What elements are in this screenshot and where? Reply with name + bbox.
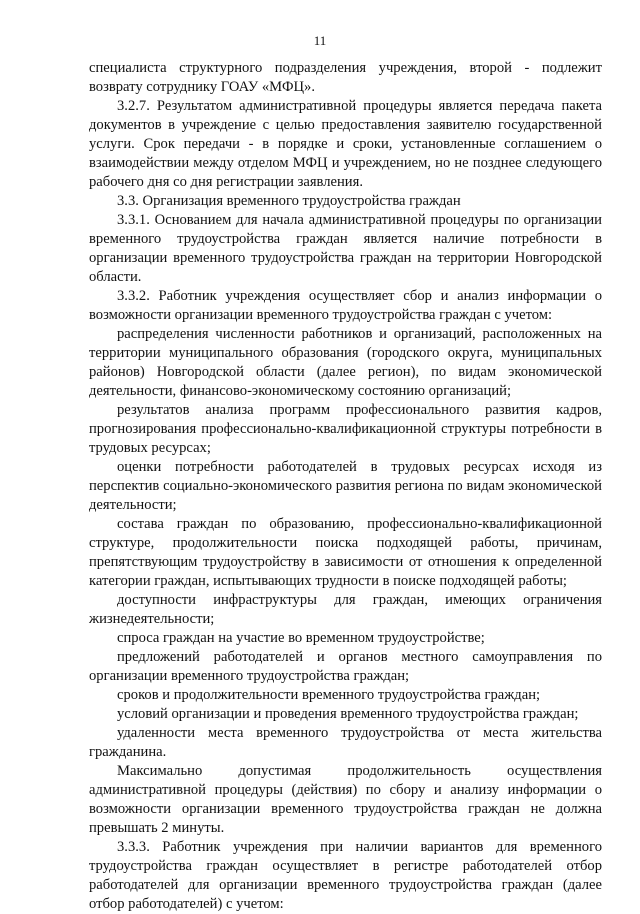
- list-item: предложений работодателей и органов местного самоуправления по организации временного трудоустройства граждан;: [89, 649, 602, 684]
- paragraph: специалиста структурного подразделения учреждения, второй - подлежит возврату сотруднику ГОАУ «МФЦ».: [89, 60, 602, 95]
- list-item: условий организации и проведения временного трудоустройства граждан;: [117, 706, 579, 722]
- list-item: спроса граждан на участие во временном трудоустройстве;: [117, 630, 485, 646]
- paragraph: Максимально допустимая продолжительность осуществления административной процедуры (действия) по сбору и анализу информации о возможности организации временного трудоустройства граждан не должна превышать 2 минуты.: [89, 763, 602, 836]
- page-number: 11: [313, 33, 327, 48]
- paragraph: 3.3.1. Основанием для начала административной процедуры по организации временного трудоустройства граждан является наличие потребности в организации временного трудоустройства граждан на территории Новгородской области.: [89, 212, 602, 285]
- paragraph: 3.2.7. Результатом административной процедуры является передача пакета документов в учреждение с целью предоставления заявителю государственной услуги. Срок передачи - в порядке и сроки, установленные соглашением о взаимодействии между отделом МФЦ и учреждением, но не позднее следующего рабочего дня со дня регистрации заявления.: [89, 98, 602, 190]
- list-item: сроков и продолжительности временного трудоустройства граждан;: [117, 687, 541, 703]
- section-heading: 3.3. Организация временного трудоустройства граждан: [117, 193, 461, 209]
- list-item: оценки потребности работодателей в трудовых ресурсах исходя из перспектив социально-экономического развития региона по видам экономической деятельности;: [89, 459, 602, 513]
- document-body: [89, 59, 602, 914]
- list-item: состава граждан по образованию, профессионально-квалификационной структуре, продолжительности поиска подходящей работы, причинам, препятствующим трудоустройству в зависимости от отношения к определенной категории граждан, испытывающих трудности в поиске подходящей работы;: [89, 516, 602, 589]
- list-item: результатов анализа программ профессионального развития кадров, прогнозирования профессионально-квалификационной структуры потребности в трудовых ресурсах;: [89, 402, 602, 456]
- paragraph: 3.3.2. Работник учреждения осуществляет сбор и анализ информации о возможности организации временного трудоустройства граждан с учетом:: [89, 288, 602, 323]
- list-item: распределения численности работников и организаций, расположенных на территории муниципального образования (городского округа, муниципальных районов) Новгородской области (далее регион), по видам экономической деятельности, финансово-экономическому состоянию организаций;: [89, 326, 602, 399]
- list-item: доступности инфраструктуры для граждан, имеющих ограничения жизнедеятельности;: [89, 592, 602, 627]
- paragraph: 3.3.3. Работник учреждения при наличии вариантов для временного трудоустройства граждан осуществляет в регистре работодателей отбор работодателей для организации временного трудоустройства граждан (далее отбор работодателей) с учетом:: [89, 839, 602, 912]
- list-item: удаленности места временного трудоустройства от места жительства гражданина.: [89, 725, 602, 760]
